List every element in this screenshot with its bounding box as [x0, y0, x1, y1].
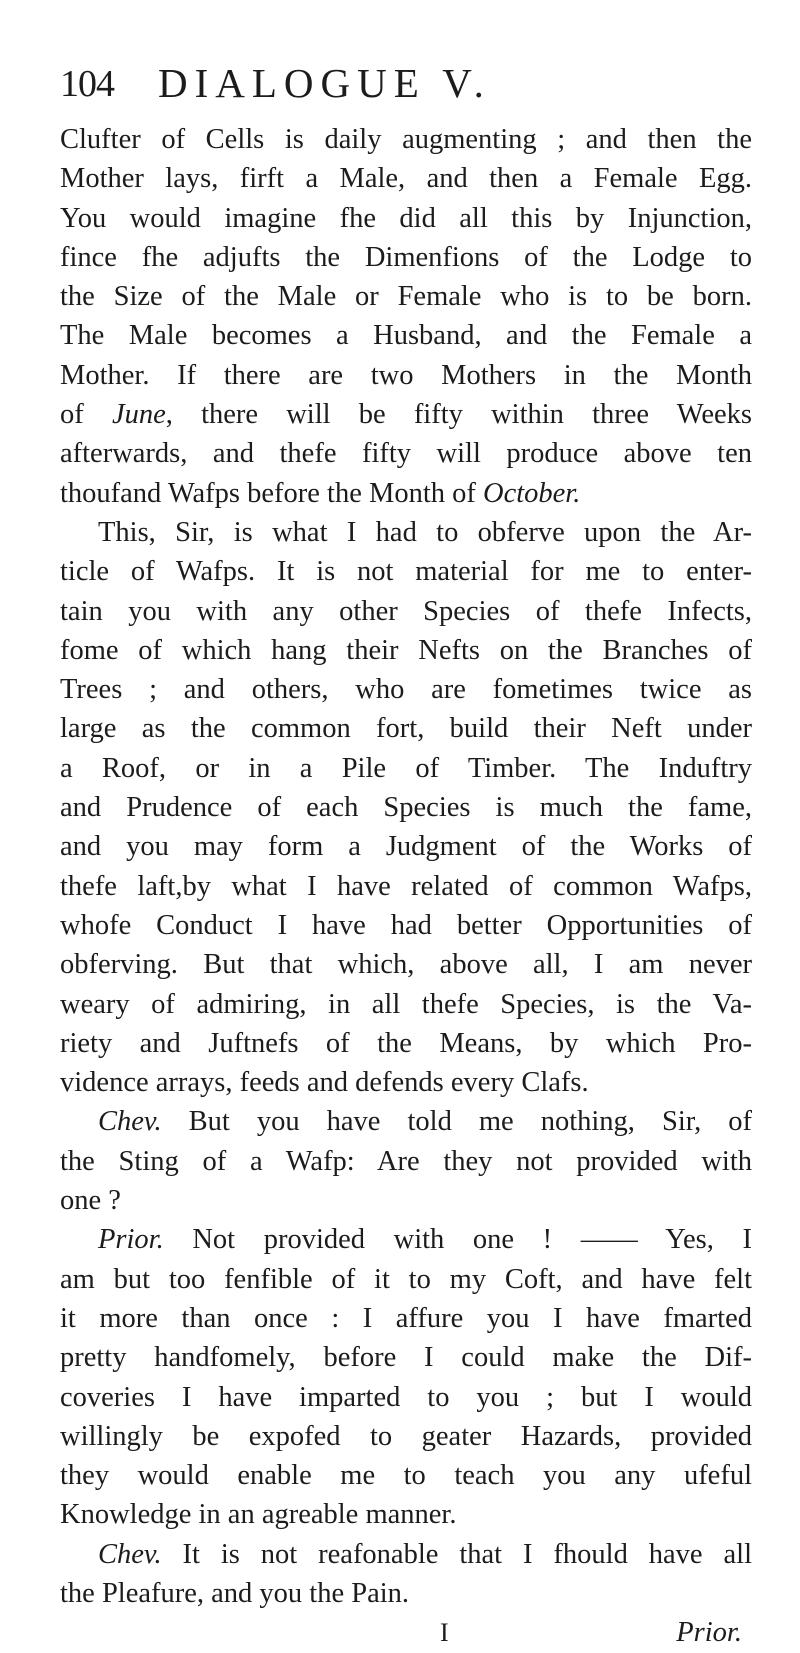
text-line: of June, there will be fifty within three Weeks — [60, 399, 752, 431]
text-line: am but too fenfible of it to my Coft, and have felt — [60, 1263, 752, 1295]
italic-text: June — [111, 399, 166, 431]
page-header — [60, 58, 750, 106]
italic-text: Chev. — [98, 1538, 162, 1570]
text-line: Mother. If there are two Mothers in the Month — [60, 359, 752, 391]
running-head: DIALOGUE V. — [158, 60, 491, 106]
text-line: and you may form a Judgment of the Works of — [60, 831, 752, 863]
text-line: Chev. But you have told me nothing, Sir, of — [98, 1106, 752, 1138]
text-line: and Prudence of each Species is much the fame, — [60, 792, 752, 824]
text-line: This, Sir, is what I had to obferve upon the Ar- — [98, 516, 752, 548]
text-line: obferving. But that which, above all, I am never — [60, 949, 752, 981]
text-line: tain you with any other Species of thefe Infects, — [60, 595, 752, 627]
text-line: pretty handfomely, before I could make the Dif- — [60, 1342, 752, 1374]
text-line: ticle of Wafps. It is not material for me to enter- — [60, 556, 752, 588]
text-line: The Male becomes a Husband, and the Female a — [60, 320, 752, 352]
text-line: vidence arrays, feeds and defends every Clafs. — [60, 1067, 589, 1099]
text-line: the Size of the Male or Female who is to be born. — [60, 281, 752, 313]
text-line: Knowledge in an agreable manner. — [60, 1499, 457, 1531]
italic-text: October. — [483, 477, 581, 509]
body-text — [60, 120, 752, 1653]
text-line: coveries I have imparted to you ; but I would — [60, 1381, 752, 1413]
text-line: Clufter of Cells is daily augmenting ; and then the — [60, 124, 752, 155]
signature-mark: I — [440, 1618, 449, 1648]
text-line: the Sting of a Wafp: Are they not provided with — [60, 1145, 752, 1177]
page-footer-row — [60, 1613, 752, 1652]
text-line: one ? — [60, 1185, 121, 1217]
text-line: afterwards, and thefe fifty will produce above ten — [60, 438, 752, 470]
text-line: whofe Conduct I have had better Opportunities of — [60, 909, 752, 941]
text-line: riety and Juftnefs of the Means, by which Pro- — [60, 1027, 752, 1059]
text-line: thoufand Wafps before the Month of October. — [60, 477, 581, 509]
text-line: fince fhe adjufts the Dimenfions of the Lodge to — [60, 241, 752, 273]
text-line: a Roof, or in a Pile of Timber. The Induftry — [60, 752, 752, 784]
text-line: Prior. Not provided with one ! —— Yes, I — [98, 1224, 752, 1256]
italic-text: Chev. — [98, 1106, 162, 1138]
text-line: Chev. It is not reafonable that I fhould have all — [98, 1538, 752, 1570]
text-line: You would imagine fhe did all this by Injunction, — [60, 202, 752, 234]
catchword: Prior. — [676, 1617, 742, 1649]
text-line: fome of which hang their Nefts on the Branches of — [60, 634, 752, 666]
text-line: weary of admiring, in all thefe Species, is the Va- — [60, 988, 752, 1020]
text-line: it more than once : I affure you I have fmarted — [60, 1302, 752, 1334]
text-line: thefe laft,by what I have related of common Wafps, — [60, 870, 752, 902]
text-line: they would enable me to teach you any ufeful — [60, 1460, 752, 1492]
text-line: large as the common fort, build their Neft under — [60, 713, 752, 745]
text-line: willingly be expofed to geater Hazards, provided — [60, 1420, 752, 1452]
text-line: Mother lays, firft a Male, and then a Female Egg. — [60, 163, 752, 195]
italic-text: Prior. — [98, 1224, 164, 1256]
text-line: the Pleafure, and you the Pain. — [60, 1577, 410, 1609]
text-line: Trees ; and others, who are fometimes twice as — [60, 674, 752, 706]
page-number: 104 — [60, 63, 114, 105]
